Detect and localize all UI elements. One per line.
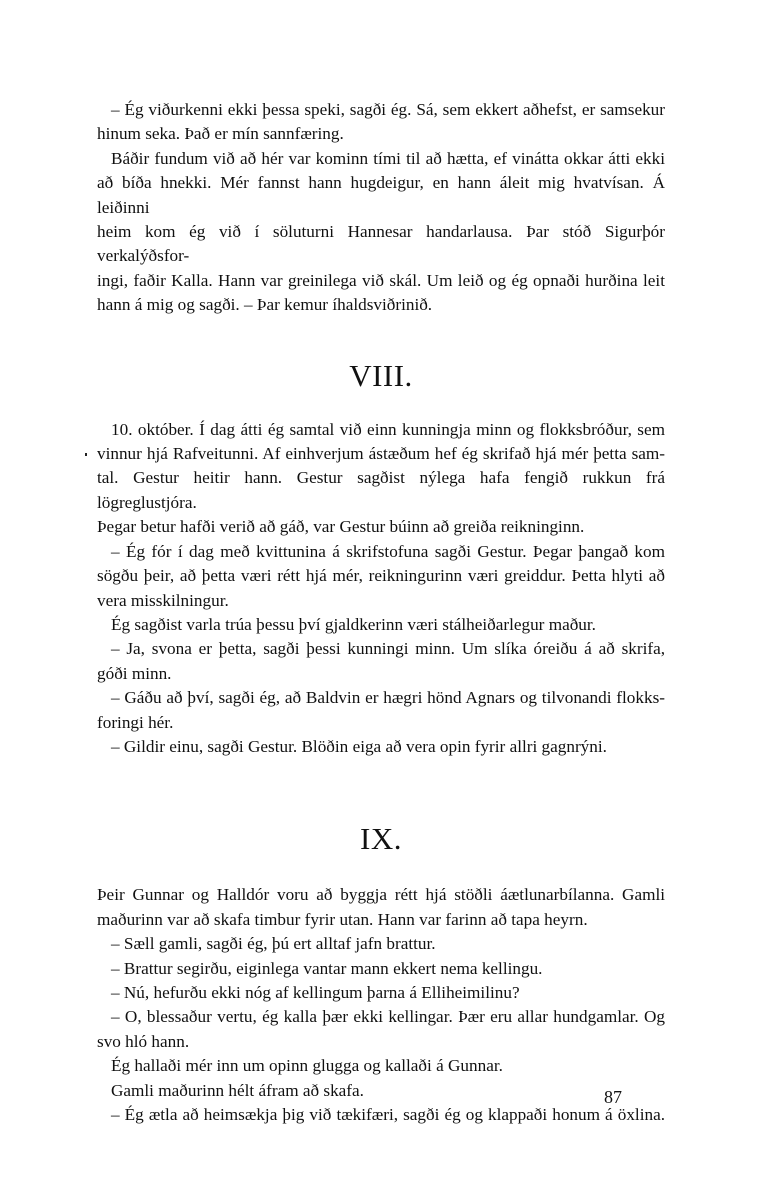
text-line: – Gáðu að því, sagði ég, að Baldvin er hægri hönd Agnars og tilvonandi flokks- (111, 688, 665, 708)
text-line: – O, blessaður vertu, ég kalla þær ekki kellingar. Þær eru allar hundgamlar. Og (111, 1007, 665, 1027)
chapter-ix-body (97, 883, 665, 1127)
text-line: – Brattur segirðu, eiginlega vantar mann ekkert nema kellingu. (111, 958, 543, 978)
page-number: 87 (604, 1087, 622, 1107)
chapter-viii-body (97, 418, 665, 760)
text-line: foringi hér. (97, 712, 174, 732)
text-line: hann á mig og sagði. – Þar kemur íhaldsviðrinið. (97, 295, 433, 315)
text-line: svo hló hann. (97, 1031, 190, 1051)
text-line: 10. október. Í dag átti ég samtal við einn kunningja minn og flokksbróður, sem (111, 419, 665, 439)
text-line: – Gildir einu, sagði Gestur. Blöðin eiga að vera opin fyrir allri gagnrýni. (111, 736, 607, 756)
text-line: Ég sagðist varla trúa þessu því gjaldkerinn væri stálheiðarlegur maður. (111, 614, 596, 634)
text-line: – Ég ætla að heimsækja þig við tækifæri, sagði ég og klappaði honum á öxlina. (111, 1105, 665, 1124)
text-line: vinnur hjá Rafveitunni. Af einhverjum ástæðum hef ég skrifað hjá mér þetta sam- (97, 444, 665, 464)
text-line: sögðu þeir, að þetta væri rétt hjá mér, reikningurinn væri greiddur. Þetta hlyti að (97, 566, 665, 586)
text-line: góði minn. (97, 663, 172, 683)
book-page (97, 98, 665, 1127)
text-line: hinum seka. Það er mín sannfæring. (97, 124, 344, 144)
text-line: ingi, faðir Kalla. Hann var greinilega við skál. Um leið og ég opnaði hurðina leit (97, 270, 665, 290)
text-line: – Ja, svona er þetta, sagði þessi kunningi minn. Um slíka óreiðu á að skrifa, (111, 639, 665, 659)
text-line: tal. Gestur heitir hann. Gestur sagðist nýlega hafa fengið rukkun frá lögreglustjóra. (97, 468, 665, 512)
text-line: Þeir Gunnar og Halldór voru að byggja rétt hjá stöðli áætlunarbílanna. Gamli (97, 885, 665, 905)
chapter-heading-ix: IX. (360, 821, 402, 857)
margin-mark (85, 453, 87, 456)
text-line: Ég hallaði mér inn um opinn glugga og kallaði á Gunnar. (111, 1056, 503, 1076)
text-line: Báðir fundum við að hér var kominn tími til að hætta, ef vinátta okkar átti ekki (111, 148, 665, 168)
text-line: Þegar betur hafði verið að gáð, var Gestur búinn að greiða reikninginn. (97, 517, 585, 537)
text-line: – Sæll gamli, sagði ég, þú ert alltaf jafn brattur. (111, 934, 436, 954)
text-line: – Nú, hefurðu ekki nóg af kellingum þarna á Elliheimilinu? (111, 982, 520, 1002)
chapter-heading-viii: VIII. (349, 357, 413, 393)
text-line: maðurinn var að skafa timbur fyrir utan. Hann var farinn að tapa heyrn. (97, 909, 588, 929)
text-line: vera misskilningur. (97, 590, 229, 610)
text-line: – Ég fór í dag með kvittunina á skrifstofuna sagði Gestur. Þegar þangað kom (111, 541, 665, 561)
text-line: heim kom ég við í söluturni Hannesar handarlausa. Þar stóð Sigurþór verkalýðsfor- (97, 222, 665, 266)
text-line: Gamli maðurinn hélt áfram að skafa. (111, 1080, 364, 1100)
text-line: að bíða hnekki. Mér fannst hann hugdeigur, en hann áleit mig hvatvísan. Á leiðinni (97, 173, 665, 217)
text-line: – Ég viðurkenni ekki þessa speki, sagði ég. Sá, sem ekkert aðhefst, er samsekur (111, 100, 665, 119)
section-top (97, 98, 665, 318)
